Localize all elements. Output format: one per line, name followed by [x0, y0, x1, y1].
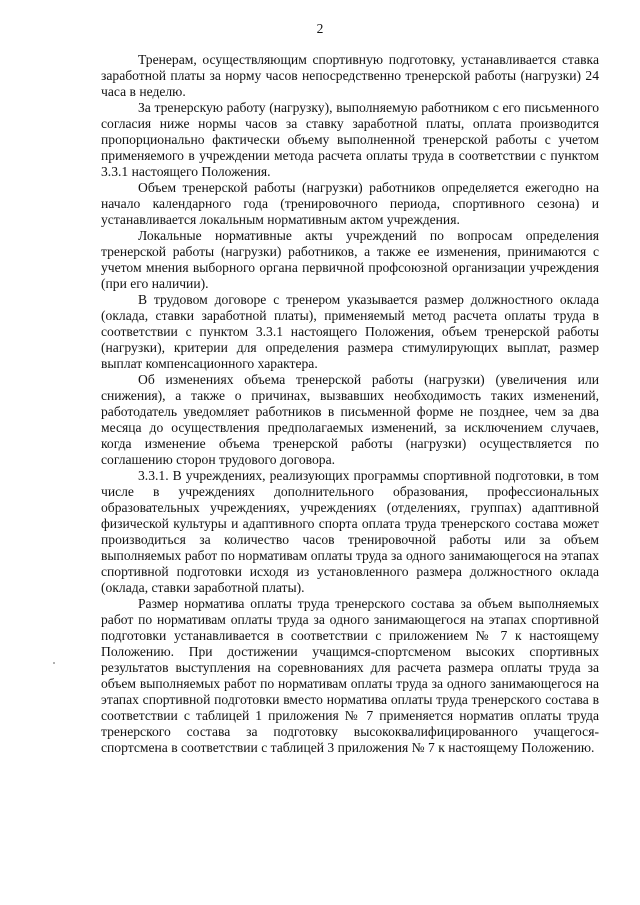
paragraph-local-acts: Локальные нормативные акты учреждений по вопросам определения тренерской работы (нагрузки) работников, а также ее изменения, принимаются с учетом мнения выборного органа первичной профсоюзной организации учреждения (при его наличии). [101, 228, 599, 291]
page-number: 2 [316, 21, 324, 36]
paragraph-workload-volume: Объем тренерской работы (нагрузки) работников определяется ежегодно на начало календарного года (тренировочного периода, спортивного сезона) и устанавливается локальным нормативным актом учреждения. [101, 180, 599, 227]
paragraph-employment-contract: В трудовом договоре с тренером указывается размер должностного оклада (оклада, ставки заработной платы), применяемый метод расчета оплаты труда в соответствии с пунктом 3.3.1 настоящего Положения, объем тренерской работы (нагрузки), критерии для определения размера стимулирующих выплат, размер выплат компенсационного характера. [101, 292, 599, 371]
paragraph-norm-size: Размер норматива оплаты труда тренерского состава за объем выполняемых работ по нормативам оплаты труда за одного занимающегося на этапах спортивной подготовки устанавливается в соответствии с приложением № 7 к настоящему Положению. При достижении учащимся-спортсменом высоких спортивных результатов выступления на соревнованиях для расчета размера оплаты труда за объем выполняемых работ по нормативам оплаты труда за одного занимающегося на этапах спортивной подготовки вместо норматива оплаты труда тренерского состава в соответствии с таблицей 1 приложения № 7 применяется норматив оплаты труда тренерского состава за подготовку высококвалифицированного учащегося-спортсмена в соответствии с таблицей 3 приложения № 7 к настоящему Положению. [101, 596, 599, 755]
paragraph-below-norm-payment: За тренерскую работу (нагрузку), выполняемую работником с его письменного согласия ниже нормы часов за ставку заработной платы, оплата производится пропорционально фактически объему выполненной тренерской работы с учетом применяемого в учреждении метода расчета оплаты труда в соответствии с пунктом 3.3.1 настоящего Положения. [101, 100, 599, 179]
document-body [101, 52, 599, 756]
scan-mark [53, 662, 55, 664]
paragraph-workload-changes: Об изменениях объема тренерской работы (нагрузки) (увеличения или снижения), а также о причинах, вызвавших необходимость таких изменений, работодатель уведомляет работников в письменной форме не позднее, чем за два месяца до осуществления предполагаемых изменений, за исключением случаев, когда изменение объема тренерской работы (нагрузки) осуществляется по соглашению сторон трудового договора. [101, 372, 599, 467]
paragraph-coach-rate: Тренерам, осуществляющим спортивную подготовку, устанавливается ставка заработной платы за норму часов непосредственно тренерской работы (нагрузки) 24 часа в неделю. [101, 52, 599, 99]
paragraph-section-3-3-1: 3.3.1. В учреждениях, реализующих программы спортивной подготовки, в том числе в учреждениях дополнительного образования, профессиональных образовательных учреждениях, учреждениях (отделениях, группах) адаптивной физической культуры и адаптивного спорта оплата труда тренерского состава может производиться за количество часов тренировочной работы или за объем выполняемых работ по нормативам оплаты труда за одного занимающегося на этапах спортивной подготовки исходя из установленного размера должностного оклада (оклада, ставки заработной платы). [101, 468, 599, 595]
